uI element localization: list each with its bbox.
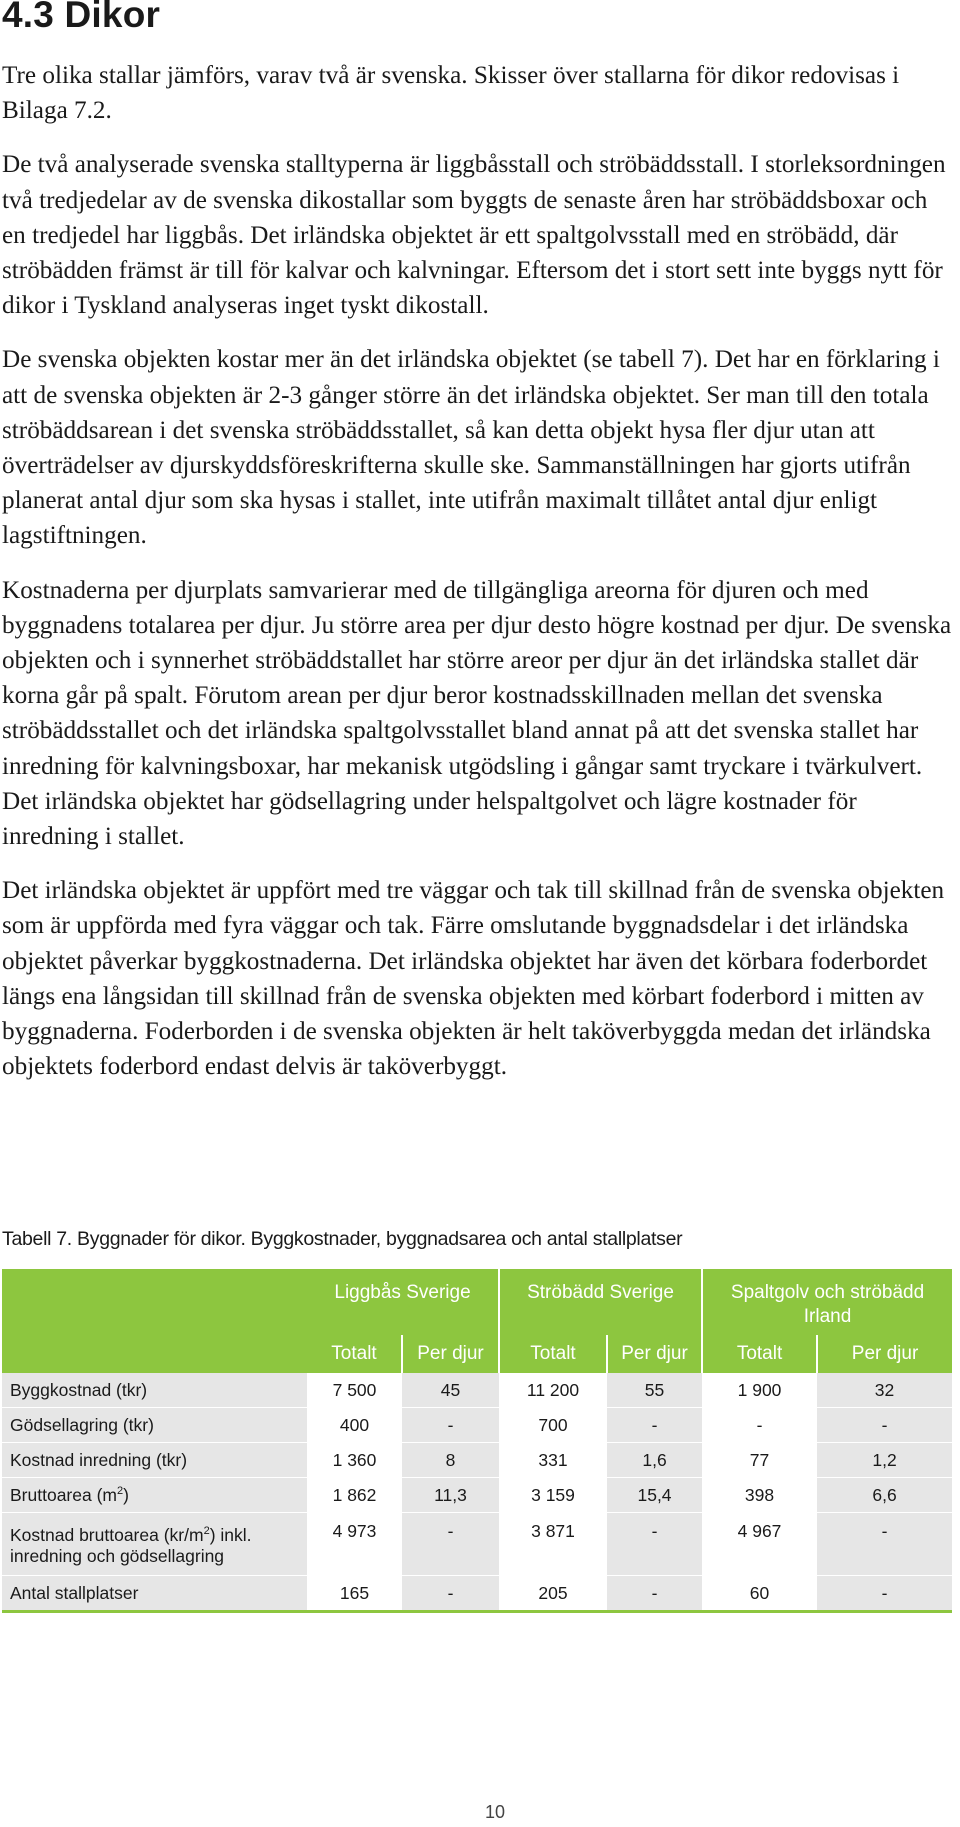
group-header-irland: Spaltgolv och ströbädd Irland: [702, 1269, 952, 1335]
group-header-liggbas: Liggbås Sverige: [307, 1269, 499, 1335]
table-row: [2, 1513, 952, 1576]
table-cell: 400: [307, 1408, 402, 1443]
superscript: 2: [116, 1484, 124, 1497]
table-cell: 7 500: [307, 1373, 402, 1408]
page-number: 10: [484, 1802, 506, 1822]
table-cell: 60: [702, 1576, 817, 1612]
row-label: [2, 1513, 307, 1576]
group-header-strobadd: Ströbädd Sverige: [499, 1269, 702, 1335]
row-label-text: Kostnad bruttoarea (kr/m: [10, 1524, 204, 1545]
subheader-totalt: Totalt: [307, 1335, 402, 1373]
subheader-per-djur: Per djur: [817, 1335, 952, 1373]
table-cell: -: [402, 1513, 499, 1576]
table-cell: -: [607, 1408, 702, 1443]
row-label: Gödsellagring (tkr): [2, 1408, 307, 1443]
table-cell: 4 973: [307, 1513, 402, 1576]
table-cell: 6,6: [817, 1478, 952, 1513]
table-cell: 700: [499, 1408, 607, 1443]
superscript: 2: [203, 1525, 210, 1537]
table-cell: -: [817, 1408, 952, 1443]
table-cell: 1 360: [307, 1443, 402, 1478]
table-cell: -: [702, 1408, 817, 1443]
table-row: [2, 1373, 952, 1408]
table-cell: 77: [702, 1443, 817, 1478]
table-cell: 11,3: [402, 1478, 499, 1513]
table-corner-cell: [2, 1269, 307, 1373]
row-label-text: ) inkl. inredning och gödsellagring: [10, 1524, 252, 1566]
table-cell: 205: [499, 1576, 607, 1612]
paragraph: De svenska objekten kostar mer än det irländska objektet (se tabell 7). Det har en förklaring i att de svenska objekten är 2-3 gånger större än det irländska objektet. Ser man till den totala ströbäddsarean i det svenska ströbäddsstallet, så kan detta objekt hysa fler djur utan att överträdelser av djurskyddsföreskrifterna skulle ske. Sammanställningen har gjorts utifrån planerat antal djur som ska hysas i stallet, inte utifrån maximalt tillåtet antal djur enligt lagstiftningen.: [2, 346, 940, 550]
row-label-text: ): [123, 1484, 129, 1505]
paragraph: De två analyserade svenska stalltyperna är liggbåsstall och ströbäddsstall. I storleksordningen två tredjedelar av de svenska dikostallar som byggts de senaste åren har ströbäddsboxar och en tredjedel har liggbås. Det irländska objektet är ett spaltgolvsstall med en ströbädd, där ströbädden främst är till för kalvar och kalvningar. Eftersom det i stort sett inte byggs nytt för dikor i Tyskland analyseras inget tyskt dikostall.: [2, 151, 946, 320]
table-cell: 1 862: [307, 1478, 402, 1513]
table-cell: -: [607, 1576, 702, 1612]
table-group-header-row: [2, 1269, 952, 1335]
table-cell: 15,4: [607, 1478, 702, 1513]
subheader-totalt: Totalt: [702, 1335, 817, 1373]
table-cell: 4 967: [702, 1513, 817, 1576]
table-row: [2, 1408, 952, 1443]
table-cell: 32: [817, 1373, 952, 1408]
row-label: Byggkostnad (tkr): [2, 1373, 307, 1408]
table-cell: 398: [702, 1478, 817, 1513]
row-label: Antal stallplatser: [2, 1576, 307, 1612]
table-cell: 55: [607, 1373, 702, 1408]
paragraph: Kostnaderna per djurplats samvarierar med de tillgängliga areorna för djuren och med byggnadens totalarea per djur. Ju större area per djur desto högre kostnad per djur. De svenska objekten och i synnerhet ströbäddstallet har större areor per djur än det irländska stallet där korna går på spalt. Förutom arean per djur beror kostnadsskillnaden mellan det svenska ströbäddsstallet och det irländska spaltgolvsstallet bland annat på att det svenska stallet har inredning för kalvningsboxar, har mekanisk utgödsling i gångar samt tryckare i tvärkulvert. Det irländska objektet har gödsellagring under helspaltgolvet och lägre kostnader för inredning i stallet.: [2, 576, 952, 851]
subheader-per-djur: Per djur: [402, 1335, 499, 1373]
table-row: [2, 1478, 952, 1513]
row-label: [2, 1478, 307, 1513]
body-text: [2, 58, 952, 1103]
table-cell: -: [607, 1513, 702, 1576]
table-cell: 1 900: [702, 1373, 817, 1408]
section-heading: 4.3 Dikor: [2, 0, 161, 35]
table-cell: 45: [402, 1373, 499, 1408]
table-cell: 3 159: [499, 1478, 607, 1513]
table-cell: 1,2: [817, 1443, 952, 1478]
table-cell: 1,6: [607, 1443, 702, 1478]
table-cell: -: [817, 1576, 952, 1612]
table-cell: -: [817, 1513, 952, 1576]
table-cell: 3 871: [499, 1513, 607, 1576]
table-caption: Tabell 7. Byggnader för dikor. Byggkostnader, byggnadsarea och antal stallplatser: [2, 1228, 683, 1250]
table-cell: 8: [402, 1443, 499, 1478]
cost-table: [2, 1269, 952, 1613]
table-cell: -: [402, 1576, 499, 1612]
table-row: [2, 1576, 952, 1612]
row-label-text: Bruttoarea (m: [10, 1484, 117, 1505]
table-cell: 331: [499, 1443, 607, 1478]
table-cell: 11 200: [499, 1373, 607, 1408]
paragraph: Det irländska objektet är uppfört med tre väggar och tak till skillnad från de svenska objekten som är uppförda med fyra väggar och tak. Färre omslutande byggnadsdelar i det irländska objektet påverkar byggkostnaderna. Det irländska objektet har även det körbara foderbordet längs ena långsidan till skillnad från de svenska objekten med körbart foderbord i mitten av byggnaderna. Foderborden i de svenska objekten är helt taköverbyggda medan det irländska objektets foderbord endast delvis är taköverbyggt.: [2, 877, 945, 1081]
table-cell: -: [402, 1408, 499, 1443]
table-row: [2, 1443, 952, 1478]
row-label: Kostnad inredning (tkr): [2, 1443, 307, 1478]
subheader-totalt: Totalt: [499, 1335, 607, 1373]
paragraph: Tre olika stallar jämförs, varav två är svenska. Skisser över stallarna för dikor redovisas i Bilaga 7.2.: [2, 62, 900, 125]
table-cell: 165: [307, 1576, 402, 1612]
subheader-per-djur: Per djur: [607, 1335, 702, 1373]
